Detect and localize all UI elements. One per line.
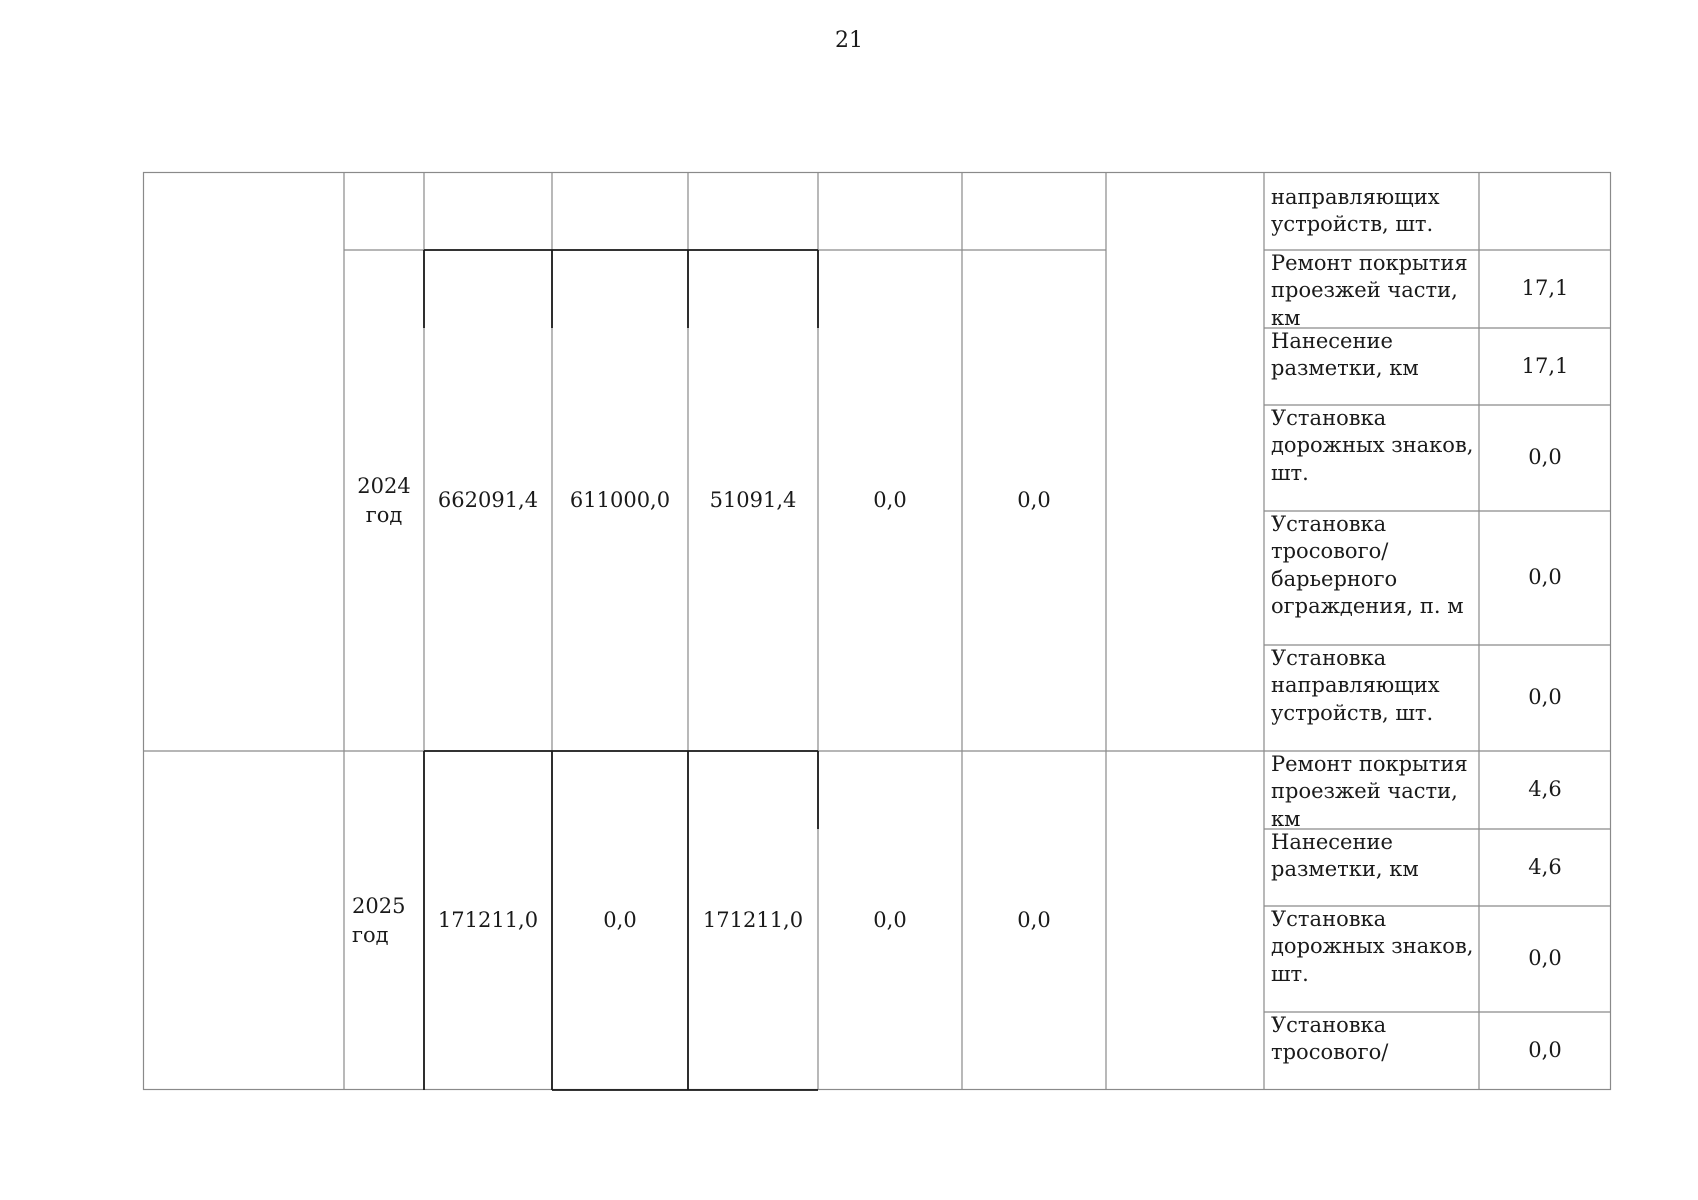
continuation-indicator [1264, 172, 1479, 250]
indicator-line: Установка [1271, 646, 1387, 670]
indicator-line: ограждения, п. м [1271, 593, 1464, 618]
indicator-2025-barrier [1264, 1012, 1479, 1090]
indicator-line: Ремонт покрытия [1271, 251, 1468, 275]
year-2025-col-b: 0,0 [603, 907, 637, 932]
indicator-2024-road-signs [1264, 405, 1479, 511]
indicator-2024-guiding-devices [1264, 645, 1479, 751]
continuation-line-2: устройств, шт. [1271, 212, 1434, 236]
year-2025-number: 2025 [352, 894, 406, 919]
value-2024-guiding-devices: 0,0 [1528, 685, 1562, 710]
value-2024-road-signs: 0,0 [1528, 445, 1562, 470]
indicator-line: Нанесение [1271, 830, 1393, 854]
indicator-line: разметки, км [1271, 857, 1419, 882]
year-2024-col-d: 0,0 [873, 487, 907, 512]
year-2024-col-b: 611000,0 [569, 487, 671, 512]
indicator-line: шт. [1271, 460, 1309, 485]
year-2025-label [344, 751, 424, 1090]
value-2024-road-repair: 17,1 [1521, 276, 1569, 301]
indicator-line: Установка [1271, 512, 1387, 536]
value-2025-road-repair: 4,6 [1528, 777, 1562, 802]
year-2025-col-e: 0,0 [1017, 907, 1051, 932]
indicator-2024-barrier [1264, 511, 1479, 645]
indicator-2024-marking [1264, 328, 1479, 405]
indicator-line: разметки, км [1271, 356, 1419, 381]
indicator-line: проезжей части, км [1271, 278, 1458, 330]
year-2025-unit: год [352, 922, 389, 947]
value-2025-barrier: 0,0 [1528, 1038, 1562, 1063]
indicator-line: проезжей части, км [1271, 779, 1458, 831]
year-2024-label [344, 250, 424, 751]
year-2024-total: 662091,4 [437, 487, 539, 512]
indicator-2025-road-signs [1264, 906, 1479, 1012]
continuation-line-1: направляющих [1271, 184, 1440, 209]
value-2025-road-signs: 0,0 [1528, 946, 1562, 971]
indicator-2025-road-repair [1264, 751, 1479, 829]
indicator-line: шт. [1271, 961, 1309, 986]
year-2025-col-c: 171211,0 [702, 907, 804, 932]
year-2024-col-e: 0,0 [1017, 487, 1051, 512]
indicator-line: направляющих [1271, 673, 1440, 698]
indicator-line: барьерного [1271, 566, 1398, 591]
page-number: 21 [835, 28, 863, 53]
indicator-line: Установка [1271, 1013, 1387, 1037]
indicator-2024-road-repair [1264, 250, 1479, 328]
value-2024-marking: 17,1 [1521, 353, 1569, 378]
indicator-line: дорожных знаков, [1271, 433, 1474, 458]
year-2024-number: 2024 [357, 474, 411, 499]
indicator-line: Установка [1271, 406, 1387, 430]
indicator-line: Установка [1271, 907, 1387, 931]
value-2024-barrier: 0,0 [1528, 565, 1562, 590]
indicator-line: Нанесение [1271, 329, 1393, 353]
indicator-line: устройств, шт. [1271, 700, 1434, 725]
year-2025-col-d: 0,0 [873, 907, 907, 932]
value-2025-marking: 4,6 [1528, 854, 1562, 879]
year-2024-col-c: 51091,4 [709, 487, 797, 512]
indicator-line: дорожных знаков, [1271, 934, 1474, 959]
indicator-line: тросового/ [1271, 1040, 1389, 1065]
year-2024-unit: год [365, 502, 403, 527]
indicator-line: Ремонт покрытия [1271, 752, 1468, 776]
indicator-2025-marking [1264, 829, 1479, 906]
year-2025-total: 171211,0 [437, 907, 539, 932]
indicator-line: тросового/ [1271, 539, 1389, 564]
